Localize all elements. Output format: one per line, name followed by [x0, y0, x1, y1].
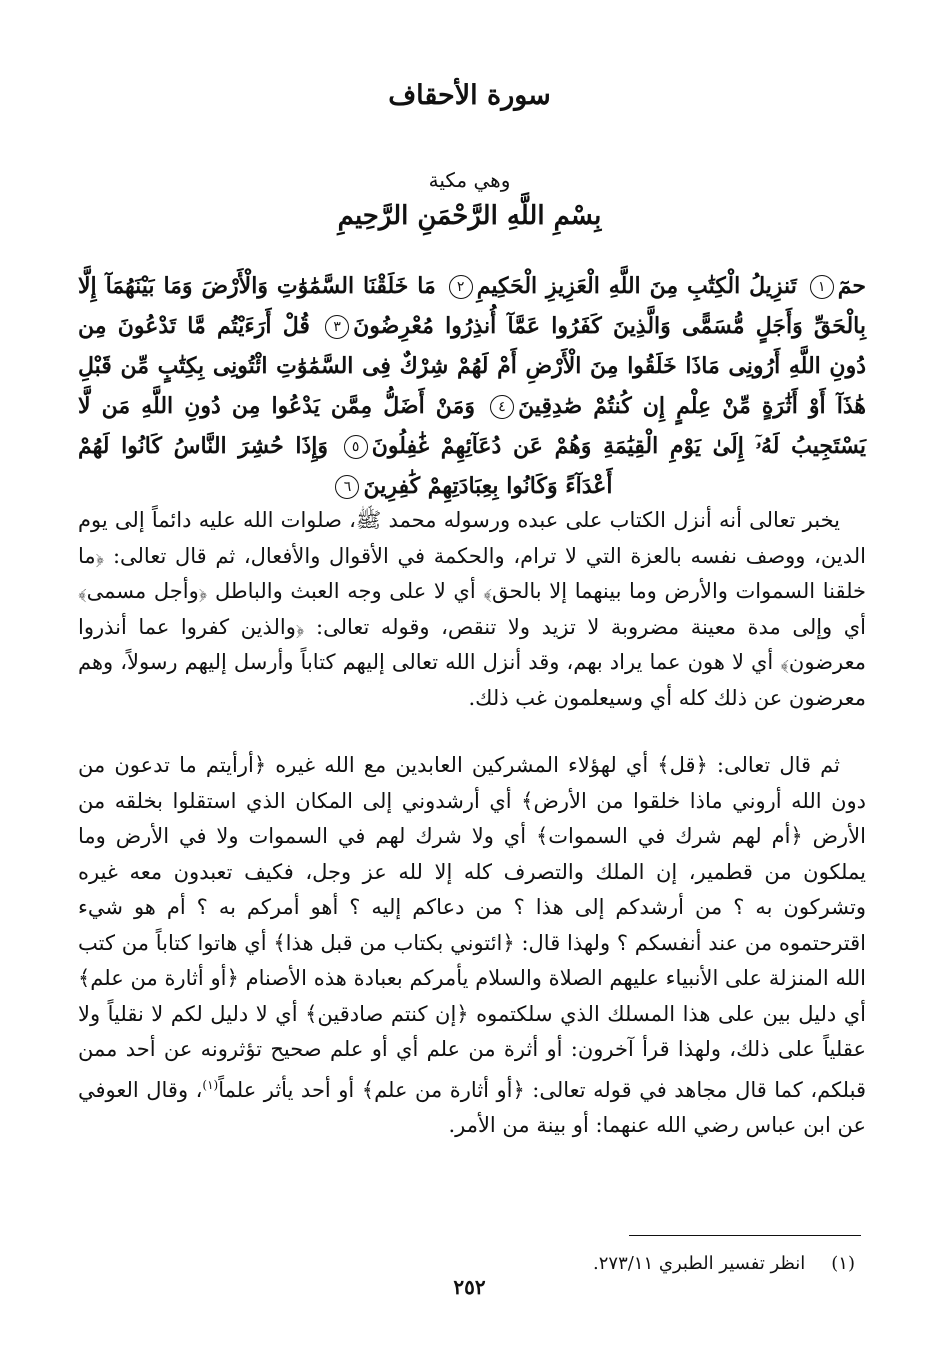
footnote-number: (١) — [831, 1253, 855, 1274]
quran-verses-block — [78, 266, 866, 506]
ayah-number-marker: ٥ — [344, 435, 368, 459]
ayah-number-marker: ٦ — [335, 475, 359, 499]
footnote-text: انظر تفسير الطبري ٢٧٣/١١. — [593, 1253, 806, 1274]
revelation-note: وهي مكية — [428, 168, 511, 192]
footnote-divider — [629, 1235, 861, 1236]
basmala: بِسْمِ اللَّهِ الرَّحْمَنِ الرَّحِيمِ — [337, 201, 602, 231]
ayah-number-marker: ٤ — [490, 395, 514, 419]
tafsir-text: ، وقال العوفي عن ابن عباس رضي الله عنهما: أو بينة من الأمر. — [78, 1077, 866, 1137]
quran-verse-text: وَمَنْ أَضَلُّ مِمَّن يَدْعُوا مِن دُونِ اللَّهِ مَن لَّا يَسْتَجِيبُ لَهُۥٓ إِلَىٰ يَوْمِ الْقِيَٰمَةِ وَهُمْ عَن دُعَآئِهِمْ غَٰفِلُونَ — [78, 393, 867, 459]
quran-verse-text: وَإِذَا حُشِرَ النَّاسُ كَانُوا لَهُمْ أَعْدَآءً وَكَانُوا بِعِبَادَتِهِمْ كَٰفِرِينَ — [78, 433, 613, 499]
ayah-number-marker: ١ — [810, 275, 834, 299]
tafsir-paragraph-2 — [78, 748, 866, 1144]
ayah-number-marker: ٣ — [325, 315, 349, 339]
footnote-reference: (١) — [202, 1077, 219, 1092]
page-number: ٢٥٢ — [453, 1275, 486, 1299]
quran-verse-text: حمٓ — [837, 273, 866, 299]
ayah-number-marker: ٢ — [449, 275, 473, 299]
tafsir-text: ثم قال تعالى: ﴿قل﴾ أي لهؤلاء المشركين العابدين مع الله غيره ﴿أرأيتم ما تدعون من دون الله أروني ماذا خلقوا من الأرض﴾ أي أرشدوني إلى المكان الذي استقلوا بخلقه من الأرض ﴿أم لهم شرك في السموات﴾ أي ولا شرك لهم في السموات ولا في الأرض وما يملكون من قطمير، إن الملك والتصرف كله إلا لله عز وجل، فكيف تعبدون معه غيره وتشركون به ؟ من أرشدكم إلى هذا ؟ من دعاكم إليه ؟ أهو أمركم به ؟ أم هو شيء اقترحتموه من عند أنفسكم ؟ ولهذا قال: ﴿ائتوني بكتاب من قبل هذا﴾ أي هاتوا كتاباً من كتب الله المنزلة على الأنبياء عليهم الصلاة والسلام يأمركم بعبادة هذه الأصنام ﴿أو أثارة من علم﴾ أي دليل بين على هذا المسلك الذي سلكتموه ﴿إن كنتم صادقين﴾ أي لا دليل لكم لا نقلياً ولا عقلياً على ذلك، ولهذا قرأ آخرون: أو أثرة من علم أي أو علم صحيح تؤثرونه عن أحد ممن قبلكم، كما قال مجاهد في قوله تعالى: ﴿أو أثارة من علم﴾ أو أحد يأثر علماً — [78, 753, 866, 1102]
surah-title: سورة الأحقاف — [388, 80, 551, 111]
quran-verse-text: مَا خَلَقْنَا السَّمَٰوَٰتِ وَالْأَرْضَ وَمَا بَيْنَهُمَآ إِلَّا بِالْحَقِّ وَأَجَلٍ مُّسَمًّى وَالَّذِينَ كَفَرُوا عَمَّآ أُنذِرُوا مُعْرِضُونَ — [78, 273, 867, 339]
quran-verse-text: تَنزِيلُ الْكِتَٰبِ مِنَ اللَّهِ الْعَزِيزِ الْحَكِيمِ — [476, 273, 797, 299]
tafsir-paragraph-1: يخبر تعالى أنه أنزل الكتاب على عبده ورسوله محمد ﷺ، صلوات الله عليه دائماً إلى يوم الدين، ووصف نفسه بالعزة التي لا ترام، والحكمة في الأقوال والأفعال، ثم قال تعالى: ﴿ما خلقنا السموات والأرض وما بينهما إلا بالحق﴾ أي لا على وجه العبث والباطل ﴿وأجل مسمى﴾ أي وإلى مدة معينة مضروبة لا تزيد ولا تنقص، وقوله تعالى: ﴿والذين كفروا عما أنذروا معرضون﴾ أي لا هون عما يراد بهم، وقد أنزل الله تعالى إليهم كتاباً وأرسل إليهم رسولاً، وهم معرضون عن ذلك كله أي وسيعلمون غب ذلك. — [78, 508, 866, 710]
quran-verse-text: قُلْ أَرَءَيْتُم مَّا تَدْعُونَ مِن دُونِ اللَّهِ أَرُونِى مَاذَا خَلَقُوا مِنَ الْأَرْضِ أَمْ لَهُمْ شِرْكٌ فِى السَّمَٰوَٰتِ ائْتُونِى بِكِتَٰبٍ مِّن قَبْلِ هَٰذَآ أَوْ أَثَٰرَةٍ مِّنْ عِلْمٍ إِن كُنتُمْ صَٰدِقِينَ — [78, 313, 866, 419]
